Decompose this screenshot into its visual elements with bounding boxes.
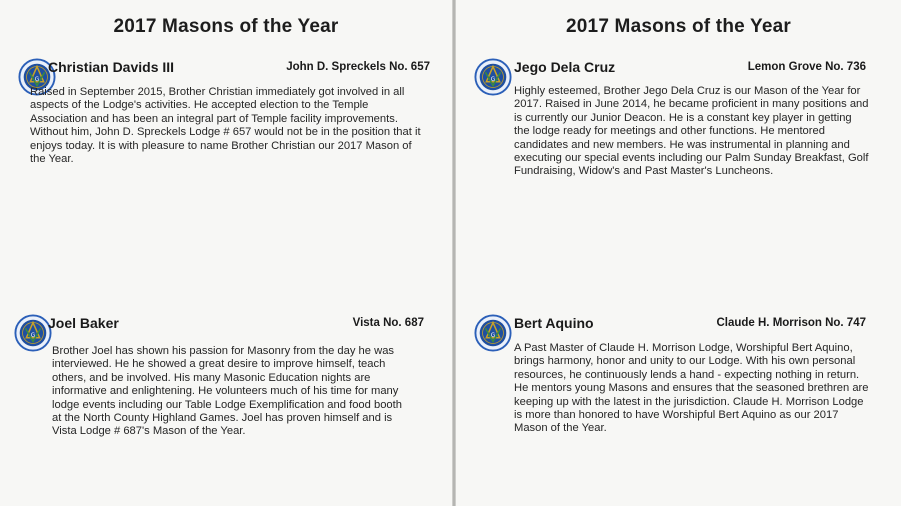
masonic-seal-icon bbox=[474, 58, 512, 96]
lodge-name: Vista No. 687 bbox=[352, 317, 424, 329]
lodge-name: Lemon Grove No. 736 bbox=[747, 61, 866, 73]
page-title: 2017 Masons of the Year bbox=[566, 16, 791, 37]
mason-name: Jego Dela Cruz bbox=[514, 59, 616, 75]
mason-bio: Brother Joel has shown his passion for Masonry from the day he was interviewed. He he showed a great desire to improve himself, teach others, and be involved. His many Masonic Education nights are informative and enlightening. He volunteers much of his time for many lodge events including our Table Lodge Exemplification and food booth at the North County Highland Games. Joel has proven himself and is Vista Lodge # 687's Mason of the Year. bbox=[52, 345, 402, 438]
svg-text:G: G bbox=[34, 76, 40, 83]
mason-entry-bert-aquino bbox=[474, 314, 894, 474]
right-page bbox=[456, 0, 901, 506]
mason-name: Christian Davids III bbox=[48, 59, 175, 75]
svg-text:G: G bbox=[490, 332, 496, 339]
mason-entry-jego-dela-cruz bbox=[474, 58, 894, 238]
mason-bio: Raised in September 2015, Brother Christian immediately got involved in all aspects of the Lodge's activities. He accepted election to the Temple Association and has been an integral part of Temple facility improvements. Without him, John D. Spreckels Lodge # 657 would not be in the position that it enjoys today. It is with pleasure to name Brother Christian our 2017 Mason of the Year. bbox=[30, 86, 421, 166]
masonic-seal-icon bbox=[14, 314, 52, 352]
svg-text:G: G bbox=[490, 76, 496, 83]
lodge-name: John D. Spreckels No. 657 bbox=[286, 61, 430, 73]
mason-entry-christian-davids bbox=[18, 58, 438, 198]
mason-bio: Highly esteemed, Brother Jego Dela Cruz is our Mason of the Year for 2017. Raised in June 2014, he became proficient in many positions and is currently our Junior Deacon. He is a constant key player in getting the lodge ready for meetings and other functions. He mentored candidates and new members. He was instrumental in planning and executing our special events including our Palm Sunday Breakfast, Golf Fundraising, Widow's and Past Master's Luncheons. bbox=[514, 85, 869, 178]
mason-entry-joel-baker bbox=[14, 314, 438, 474]
mason-name: Joel Baker bbox=[48, 315, 119, 331]
mason-bio: A Past Master of Claude H. Morrison Lodge, Worshipful Bert Aquino, brings harmony, honor and unity to our Lodge. With his own personal resources, he continuously lends a hand - expecting nothing in return. He mentors young Masons and ensures that the seasoned brethren are keeping up with the latest in the jurisdiction. Claude H. Morrison Lodge is more than honored to have Worshipful Bert Aquino as our 2017 Mason of the Year. bbox=[514, 342, 869, 435]
page-title: 2017 Masons of the Year bbox=[113, 16, 339, 37]
masonic-seal-icon bbox=[474, 314, 512, 352]
mason-name: Bert Aquino bbox=[514, 315, 594, 331]
svg-text:G: G bbox=[30, 332, 36, 339]
lodge-name: Claude H. Morrison No. 747 bbox=[716, 317, 866, 329]
